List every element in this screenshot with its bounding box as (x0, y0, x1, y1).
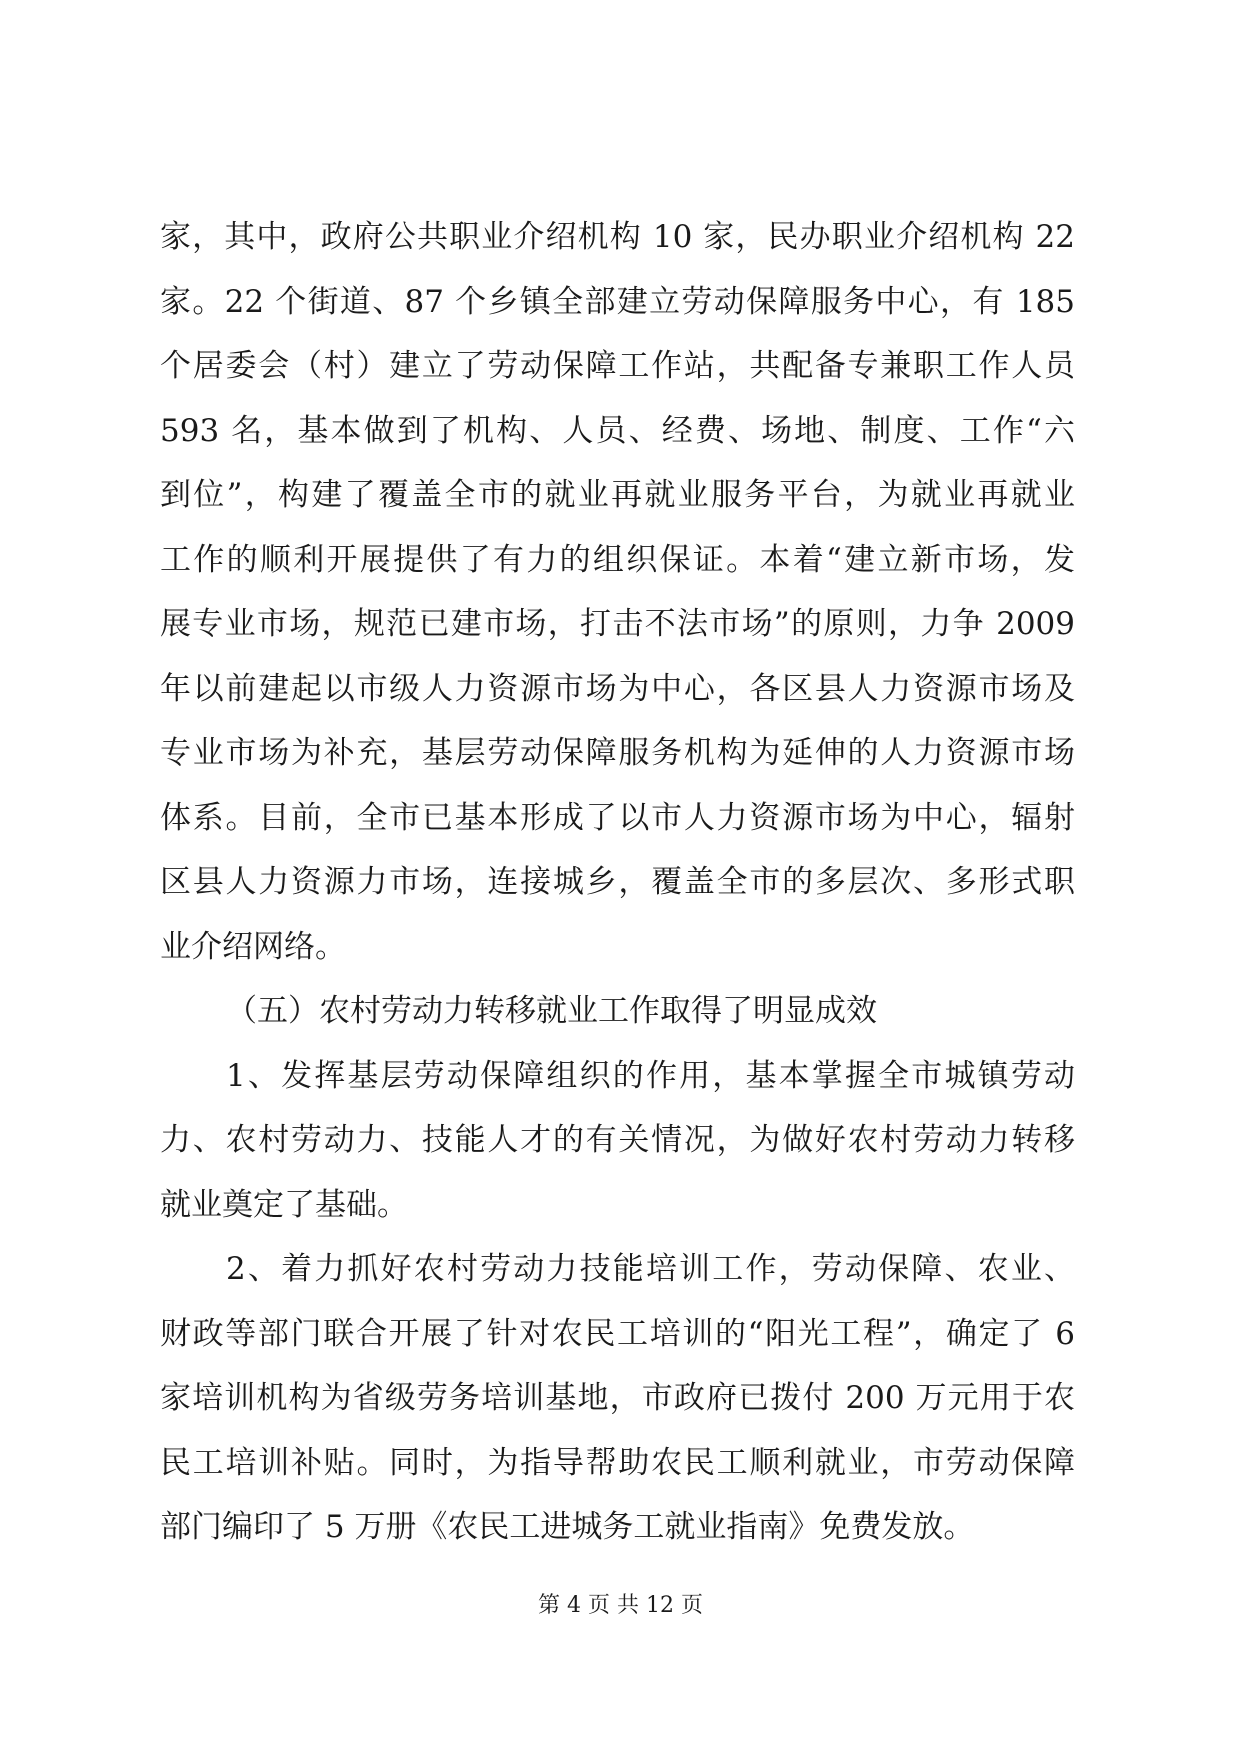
section-heading: （五）农村劳动力转移就业工作取得了明显成效 (226, 993, 877, 1029)
page-number-footer: 第 4 页 共 12 页 (538, 1593, 703, 1618)
paragraph-line: 部门编印了 5 万册《农民工进城务工就业指南》免费发放。 (160, 1509, 975, 1545)
paragraph-line: 1、发挥基层劳动保障组织的作用，基本掌握全市城镇劳动 (226, 1057, 1075, 1094)
paragraph-line: 到位”，构建了覆盖全市的就业再就业服务平台，为就业再就业 (160, 477, 1075, 513)
paragraph-line: 2、着力抓好农村劳动力技能培训工作，劳动保障、农业、 (226, 1251, 1075, 1287)
paragraph-line: 展专业市场，规范已建市场，打击不法市场”的原则，力争 2009 (160, 606, 1075, 642)
paragraph-line: 民工培训补贴。同时，为指导帮助农民工顺利就业，市劳动保障 (160, 1444, 1075, 1481)
paragraph-line: 就业奠定了基础。 (160, 1186, 408, 1223)
paragraph-line: 家，其中，政府公共职业介绍机构 10 家，民办职业介绍机构 22 (160, 219, 1075, 255)
paragraph-line: 专业市场为补充，基层劳动保障服务机构为延伸的人力资源市场 (160, 735, 1075, 771)
paragraph-line: 家。22 个街道、87 个乡镇全部建立劳动保障服务中心，有 185 (160, 283, 1075, 320)
paragraph-line: 593 名，基本做到了机构、人员、经费、场地、制度、工作“六 (160, 412, 1075, 449)
paragraph-line: 个居委会（村）建立了劳动保障工作站，共配备专兼职工作人员 (160, 348, 1075, 384)
paragraph-line: 年以前建起以市级人力资源市场为中心，各区县人力资源市场及 (160, 670, 1075, 707)
paragraph-line: 家培训机构为省级劳务培训基地，市政府已拨付 200 万元用于农 (160, 1380, 1075, 1416)
paragraph-line: 区县人力资源力市场，连接城乡，覆盖全市的多层次、多形式职 (160, 864, 1075, 900)
document-body (160, 205, 1075, 1560)
paragraph-line: 财政等部门联合开展了针对农民工培训的“阳光工程”，确定了 6 (160, 1315, 1075, 1352)
paragraph-line: 力、农村劳动力、技能人才的有关情况，为做好农村劳动力转移 (160, 1122, 1075, 1158)
paragraph-line: 体系。目前，全市已基本形成了以市人力资源市场为中心，辐射 (160, 799, 1075, 836)
paragraph-line: 工作的顺利开展提供了有力的组织保证。本着“建立新市场，发 (160, 541, 1075, 578)
paragraph-line: 业介绍网络。 (160, 928, 346, 965)
